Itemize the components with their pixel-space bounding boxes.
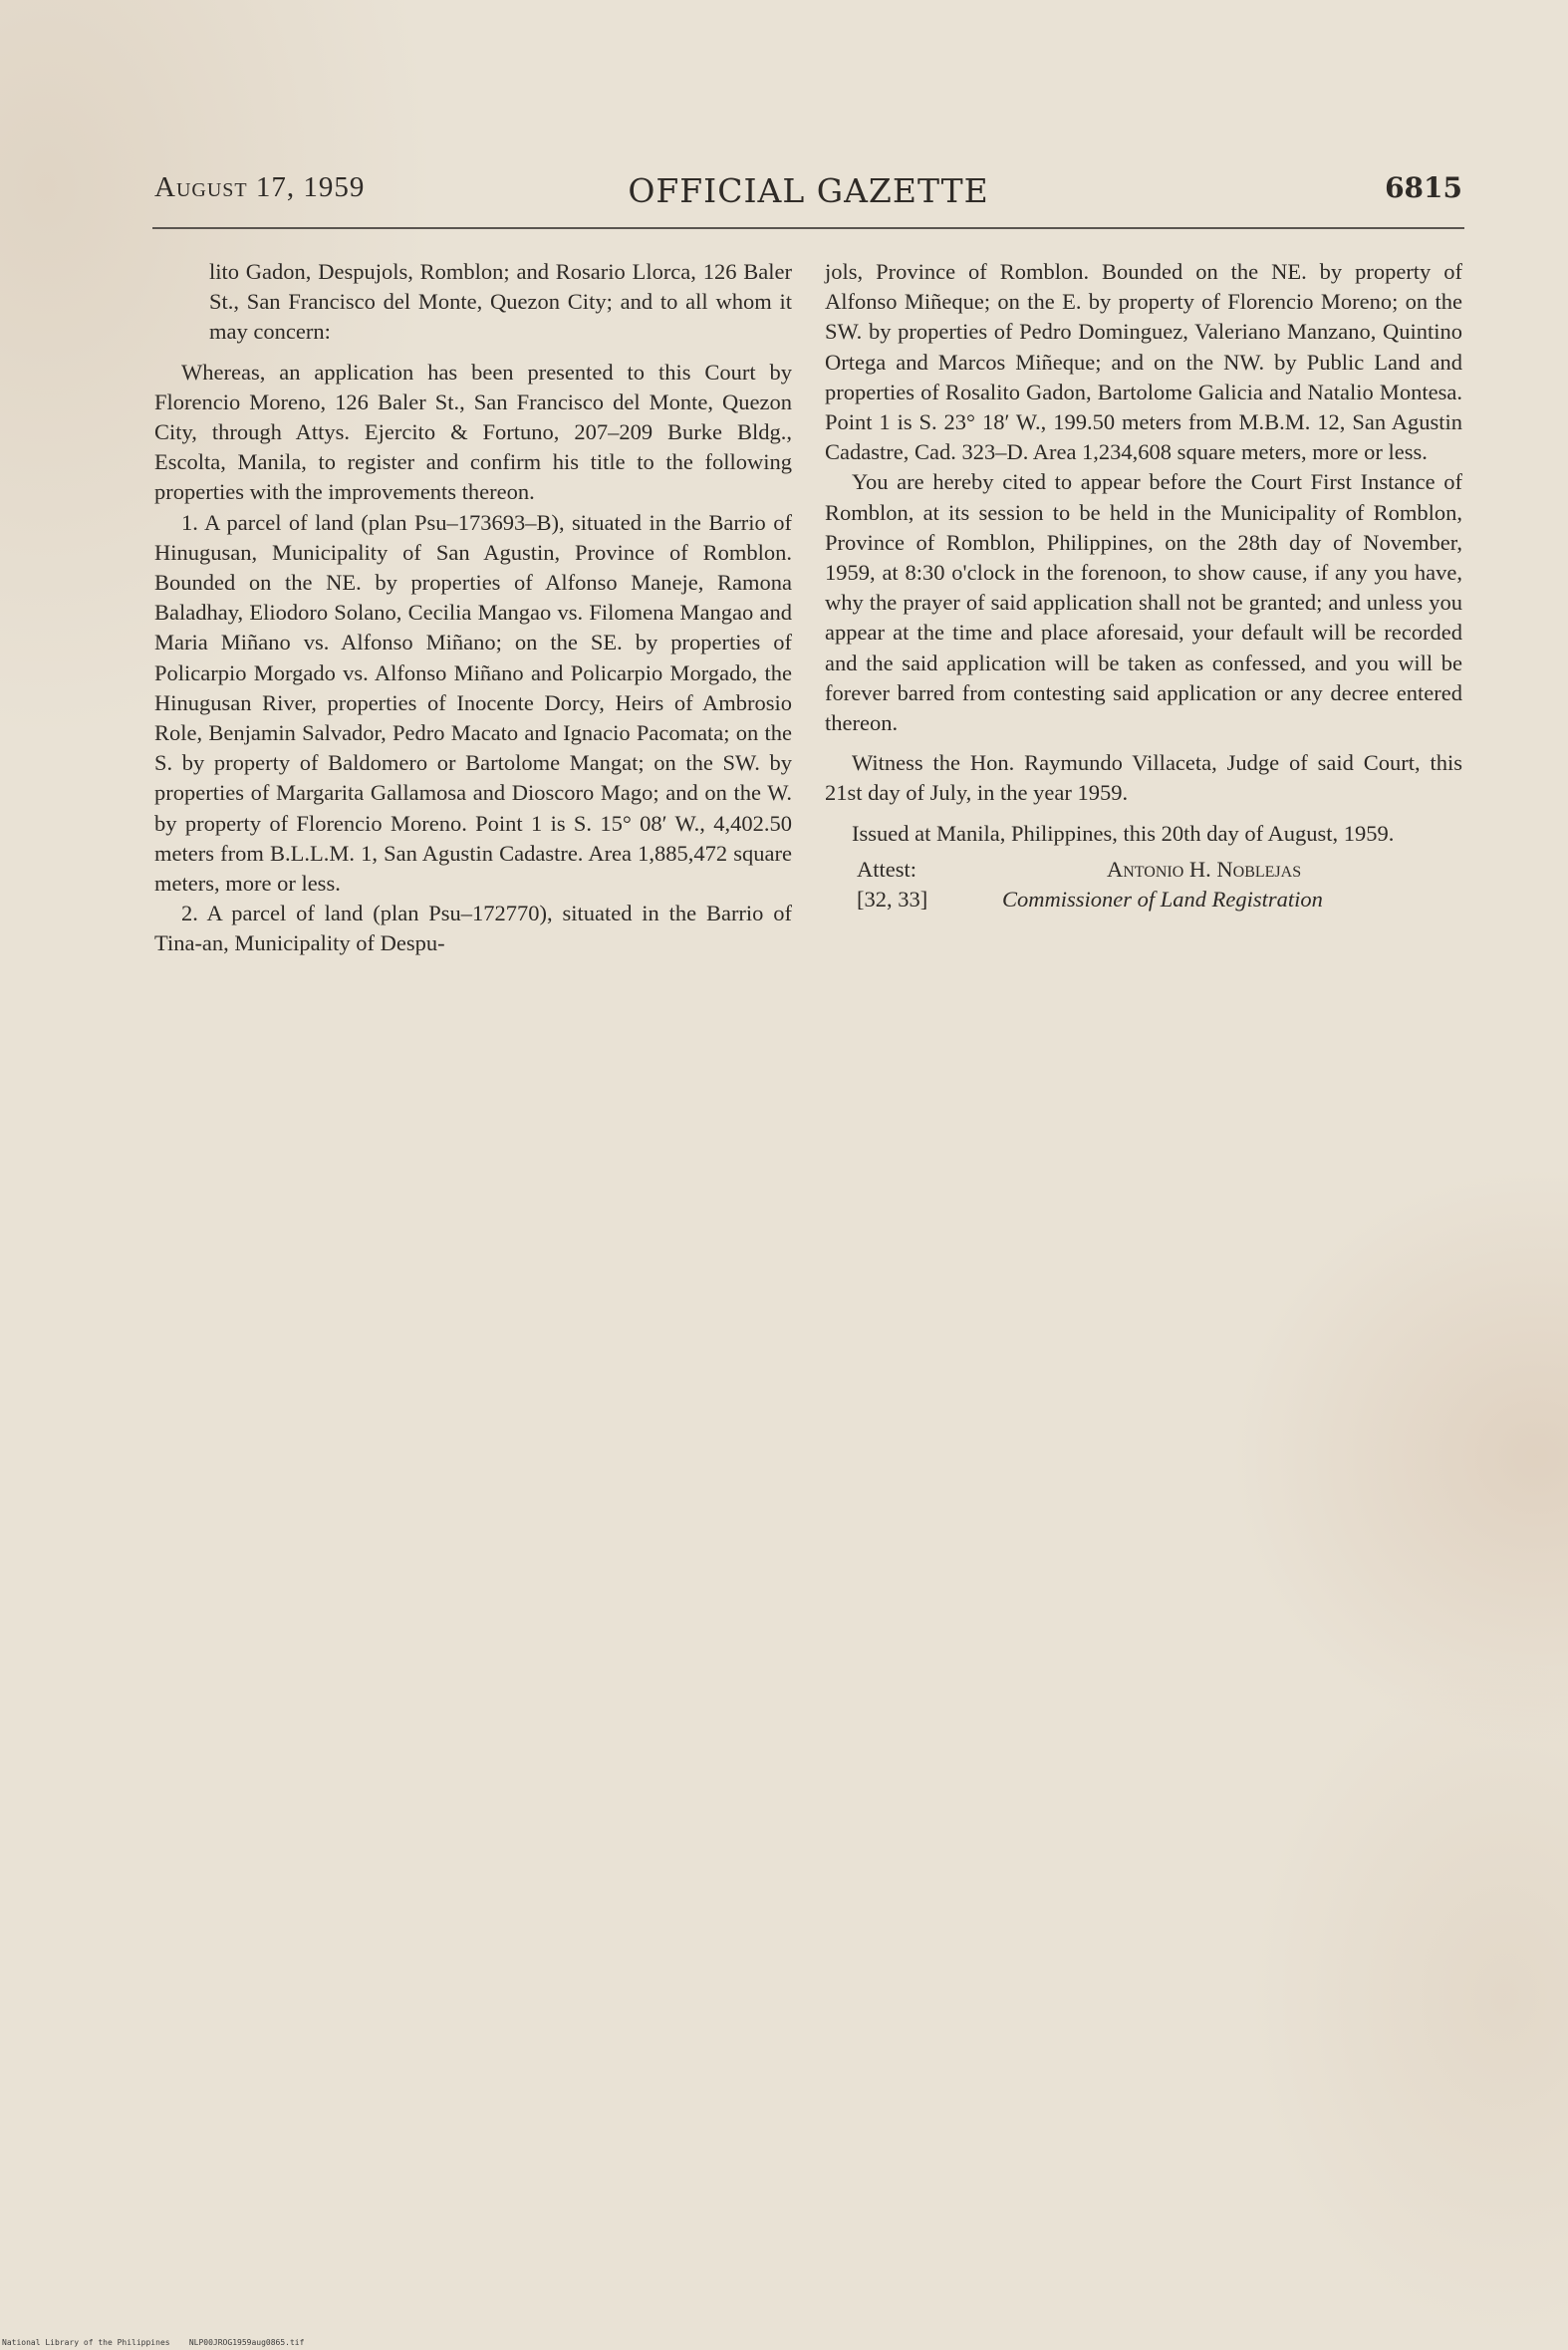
signature-block — [825, 855, 1462, 916]
page-number: 6815 — [1385, 171, 1462, 204]
footer-library: National Library of the Philippines — [2, 2338, 170, 2347]
issued-paragraph: Issued at Manila, Philippines, this 20th day of August, 1959. — [852, 820, 1395, 846]
footer-file-id: NLP00JROG1959aug0865.tif — [188, 2338, 305, 2347]
whereas-paragraph: Whereas, an application has been presented to this Court by Florencio Moreno, 126 Baler St., San Francisco del Monte, Quezon City, through Attys. Ejercito & Fortuno, 207–209 Burke Bldg., Escolta, Manila, to register and confirm his title to the following properties with the improvements thereon. — [154, 359, 792, 505]
attest-label: Attest: — [857, 856, 916, 882]
signatory-title: Commissioner of Land Registration — [1002, 886, 1323, 912]
parcel-1-paragraph: 1. A parcel of land (plan Psu–173693–B), situated in the Barrio of Hinugusan, Municipality of San Agustin, Province of Romblon. Bounded on the NE. by properties of Alfonso Maneje, Ramona Baladhay, Eliodoro Solano, Cecilia Mangao vs. Filomena Mangao and Maria Miñano vs. Alfonso Miñano; on the SE. by properties of Policarpio Morgado vs. Alfonso Miñano and Policarpio Morgado, the Hinugusan River, properties of Inocente Dorcy, Heirs of Ambrosio Role, Benjamin Salvador, Pedro Macato and Ignacio Pacomata; on the S. by property of Baldomero or Bartolome Mangat; on the SW. by properties of Margarita Gallamosa and Dioscoro Mago; and on the W. by property of Florencio Moreno. Point 1 is S. 15° 08′ W., 4,402.50 meters from B.L.L.M. 1, San Agustin Cadastre. Area 1,885,472 square meters, more or less. — [154, 509, 792, 897]
witness-paragraph: Witness the Hon. Raymundo Villaceta, Judge of said Court, this 21st day of July, in the year 1959. — [825, 750, 1462, 806]
header-rule — [152, 227, 1464, 229]
scan-footer — [2, 2338, 304, 2347]
citation-paragraph: You are hereby cited to appear before the Court First Instance of Romblon, at its session to be held in the Municipality of Romblon, Province of Romblon, Philippines, on the 28th day of November, 1959, at 8:30 o'clock in the forenoon, to show cause, if any you have, why the prayer of said application shall not be granted; and unless you appear at the time and place aforesaid, your default will be recorded and the said application will be taken as confessed, and you will be forever barred from contesting said application or any decree entered thereon. — [825, 469, 1462, 736]
header-date: August 17, 1959 — [154, 171, 366, 203]
reference-number: [32, 33] — [857, 886, 928, 912]
page-header — [154, 171, 1462, 211]
addressees-paragraph: lito Gadon, Despujols, Romblon; and Rosario Llorca, 126 Baler St., San Francisco del Monte, Quezon City; and to all whom it may concern: — [209, 259, 792, 345]
left-column — [154, 257, 792, 959]
right-column — [825, 257, 1462, 916]
signatory-name: Antonio H. Noblejas — [1107, 856, 1302, 882]
header-title: OFFICIAL GAZETTE — [628, 171, 989, 210]
parcel-2-start-paragraph: 2. A parcel of land (plan Psu–172770), situated in the Barrio of Tina-an, Municipality of Despu- — [154, 901, 792, 956]
parcel-2-continued-paragraph: jols, Province of Romblon. Bounded on the NE. by property of Alfonso Miñeque; on the E. by property of Florencio Moreno; on the SW. by properties of Pedro Dominguez, Valeriano Manzano, Quintino Ortega and Marcos Miñeque; and on the NW. by Public Land and properties of Rosalito Gadon, Bartolome Galicia and Natalio Montesa. Point 1 is S. 23° 18′ W., 199.50 meters from M.B.M. 12, San Agustin Cadastre, Cad. 323–D. Area 1,234,608 square meters, more or less. — [825, 259, 1462, 465]
